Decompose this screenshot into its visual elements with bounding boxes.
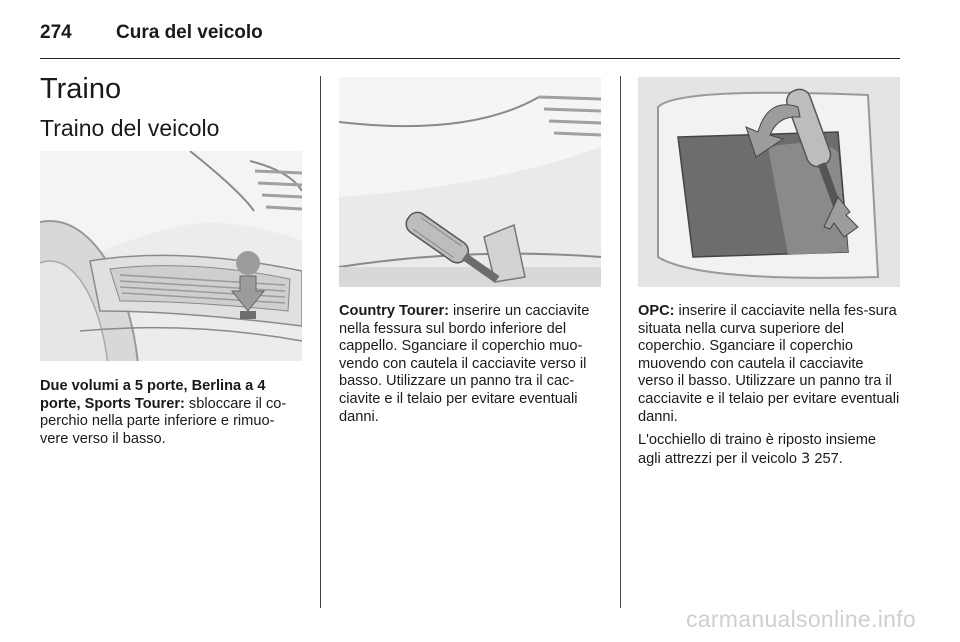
running-title: Cura del veicolo [116,22,263,43]
instruction-paragraph [339,303,603,426]
column-divider [320,76,321,608]
page-reference[interactable]: 257. [810,450,843,467]
opc-cover-illustration [638,77,900,287]
watermark: carmanualsonline.info [685,606,916,632]
model-label: OPC: [638,303,675,319]
model-label: Country Tourer: [339,303,449,319]
page-number: 274 [40,22,72,43]
header-divider [40,58,900,59]
figure-bumper-opc [638,77,900,287]
instruction-text: inserire il cacciavite nella fes-sura situata nella curva superiore del coperchio. Sganciare il coperchio muovendo con cautela il cacciavite verso il basso. Utilizzare un panno tra il cacciavite e il telaio per evitare eventuali danni. [638,303,900,425]
tow-eye-note [638,432,902,468]
bumper-illustration [40,151,302,361]
model-label: Due volumi a 5 porte, Berlina a 4 porte, Sports Tourer: [40,378,266,412]
figure-bumper-sedan [40,151,302,361]
instruction-paragraph [40,378,302,448]
page-header [40,20,900,60]
note-text: L'occhiello di traino è riposto insieme agli attrezzi per il veicolo [638,432,877,467]
column-divider [620,76,621,608]
instruction-text: inserire un cacciavite nella fessura sul bordo inferiore del cappello. Sganciare il coperchio muo-vendo con cautela il cacciavite verso il basso. Utilizzare un panno tra il cac-ciavite e il telaio per evitare eventuali danni. [339,303,590,425]
instruction-text: sbloccare il co-perchio nella parte inferiore e rimuo-vere verso il basso. [40,395,287,447]
figure-bumper-country-tourer [339,77,601,287]
screwdriver-illustration [339,77,601,287]
section-heading: Traino [40,73,122,105]
arrow-ref-icon[interactable]: 3 [801,449,811,467]
instruction-paragraph [638,303,902,426]
section-subheading: Traino del veicolo [40,115,220,141]
